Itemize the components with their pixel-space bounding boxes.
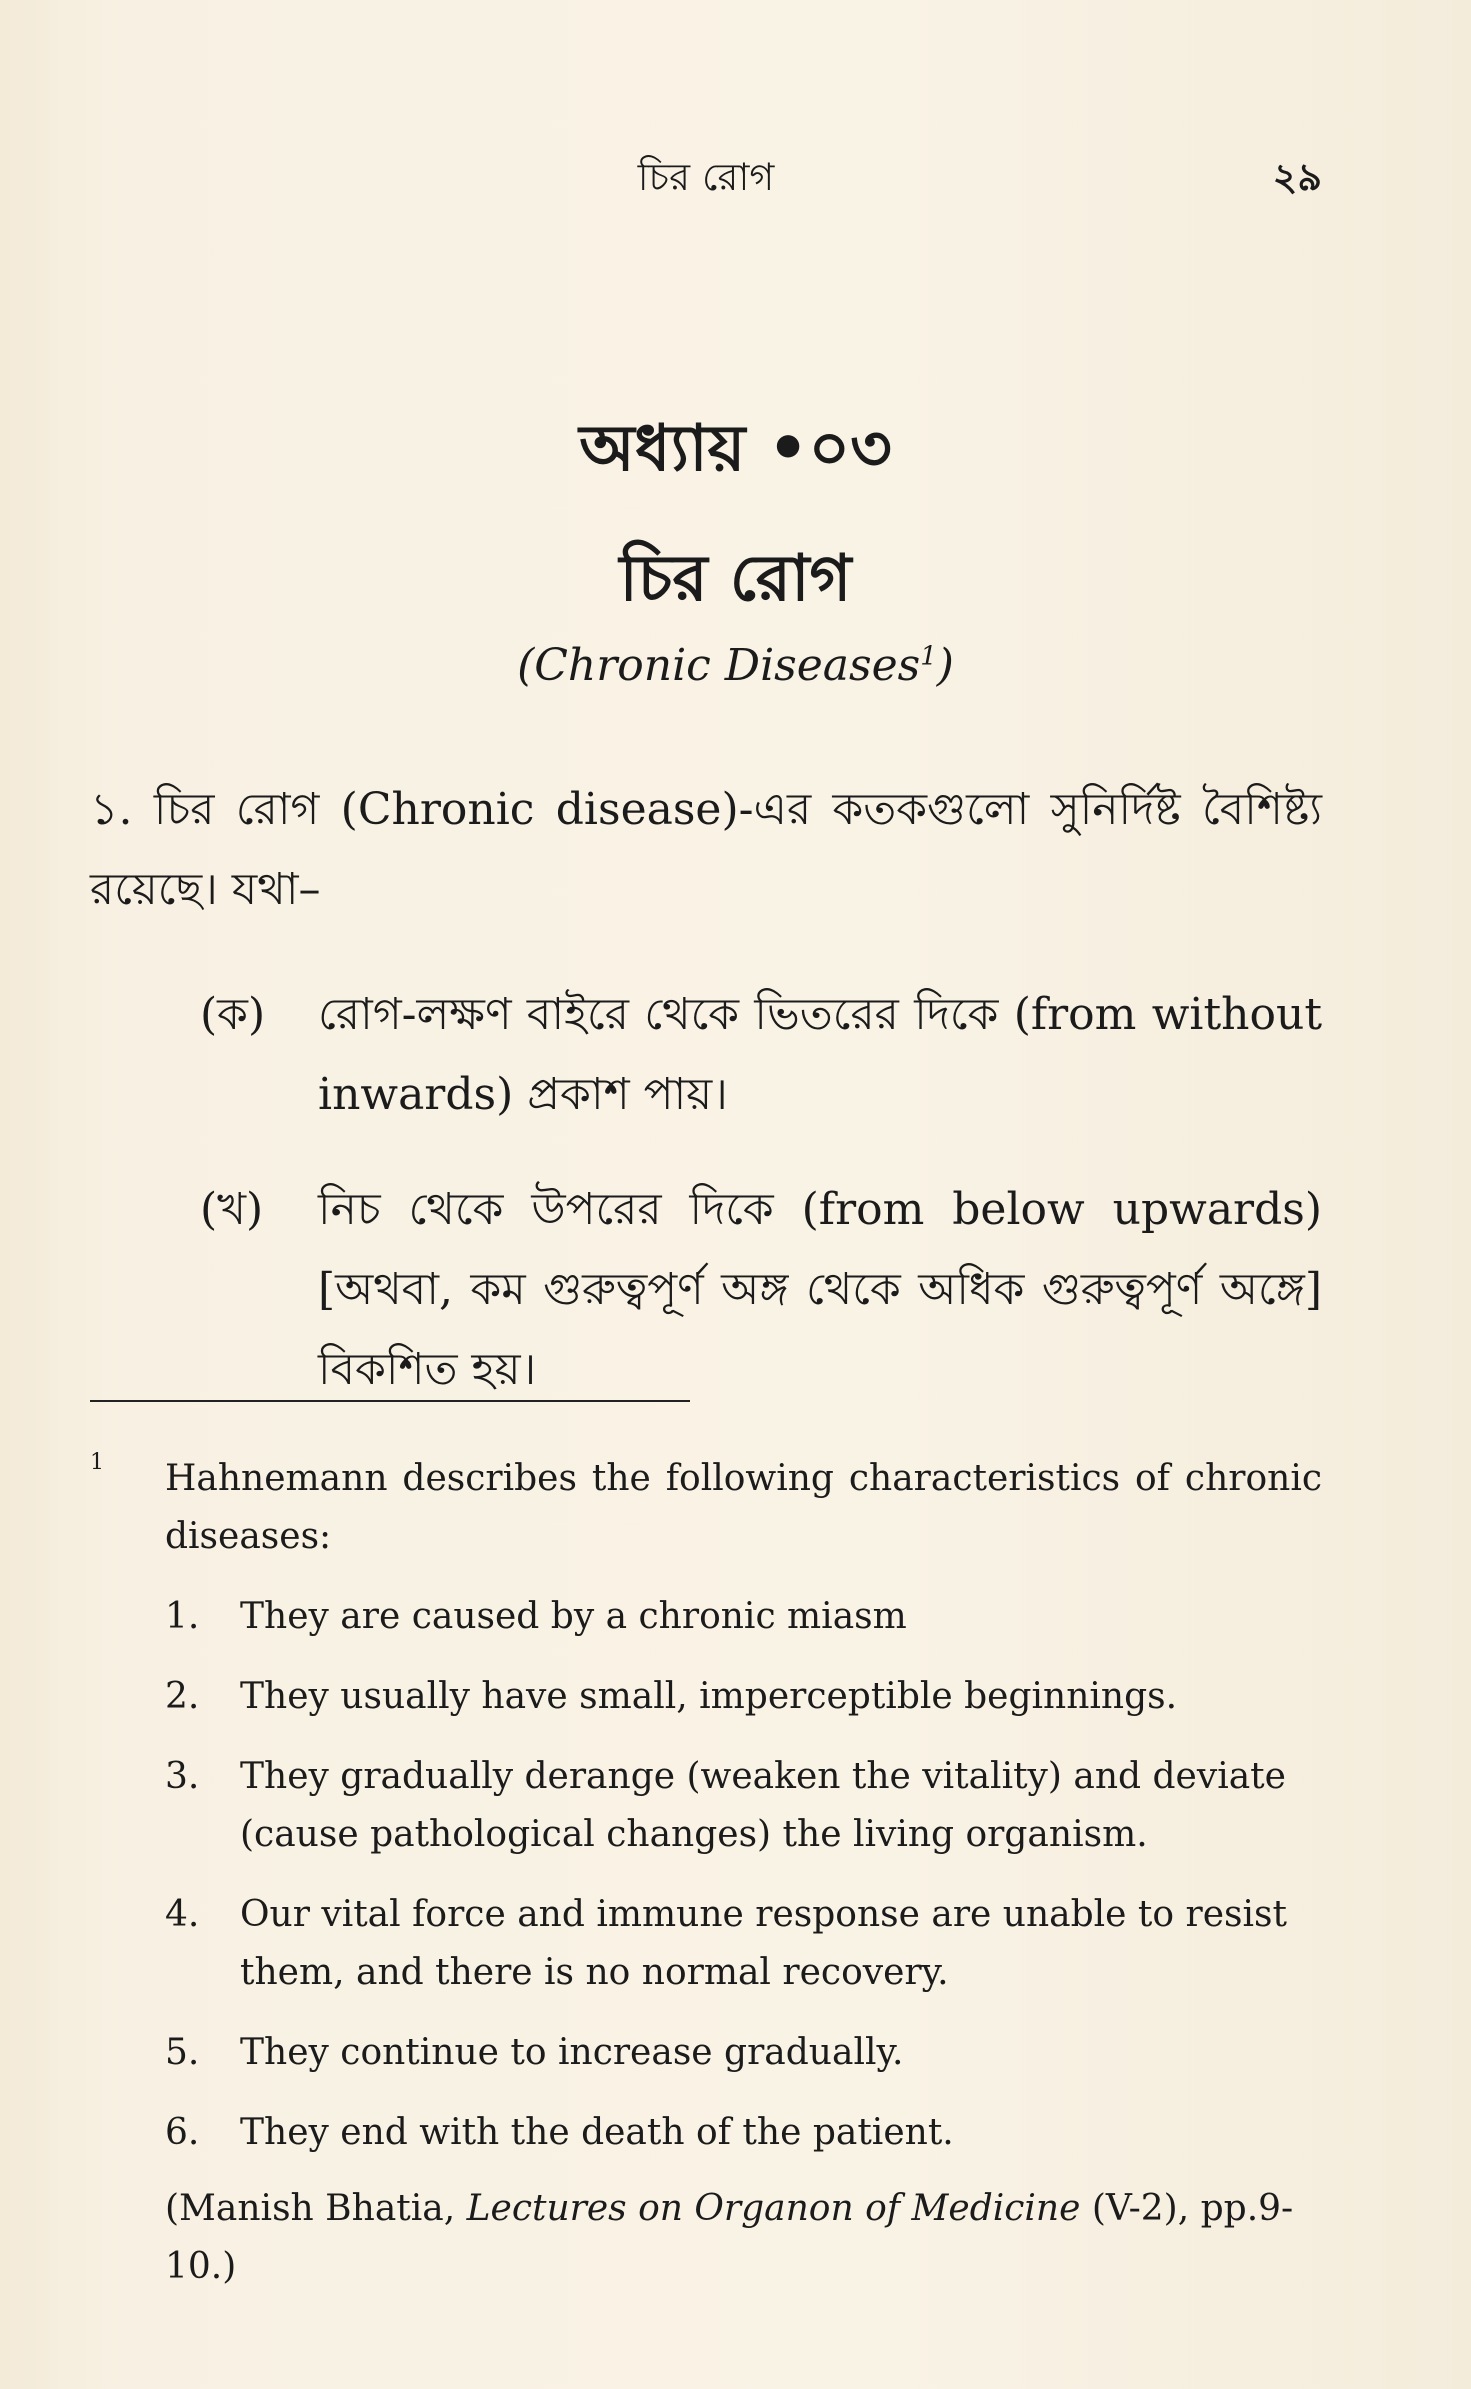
- list-item-text: They continue to increase gradually.: [240, 2032, 904, 2073]
- paragraph-1: ১. চির রোগ (Chronic disease)-এর কতকগুলো সুনির্দিষ্ট বৈশিষ্ট্য রয়েছে। যথা–: [90, 784, 1322, 915]
- list-item-number: 2.: [165, 1676, 200, 1717]
- list-item: [165, 2024, 1322, 2082]
- list-item: [165, 1588, 1322, 1646]
- list-item-ka: [200, 975, 1322, 1135]
- footnote-citation: [165, 2180, 1322, 2296]
- list-item-marker: (ক): [200, 989, 266, 1040]
- list-item-marker: (খ): [200, 1184, 264, 1235]
- page-header: [90, 140, 1322, 200]
- list-item-text: They end with the death of the patient.: [240, 2112, 954, 2153]
- list-item-text: Our vital force and immune response are unable to resist them, and there is no normal recovery.: [240, 1894, 1287, 1993]
- running-head: চির রোগ: [637, 155, 775, 199]
- footnote-divider: [90, 1400, 690, 1402]
- footnote-intro: Hahnemann describes the following characteristics of chronic diseases:: [165, 1458, 1322, 1557]
- footnote-list: [165, 1588, 1322, 2184]
- list-item-kha: [200, 1170, 1322, 1410]
- chapter-label: অধ্যায় •০৩: [579, 411, 892, 486]
- chapter-subtitle-text: (Chronic Diseases: [517, 640, 921, 691]
- list-item-number: 6.: [165, 2112, 200, 2153]
- chapter-subtitle-close: ): [936, 640, 954, 691]
- list-item-text: রোগ-লক্ষণ বাইরে থেকে ভিতরের দিকে (from without inwards) প্রকাশ পায়।: [318, 989, 1322, 1120]
- footnote-reference: 1: [920, 641, 937, 672]
- list-item: [165, 1668, 1322, 1726]
- list-item: [165, 1748, 1322, 1864]
- footnote-mark: 1: [90, 1450, 104, 1475]
- list-item: [165, 1886, 1322, 2002]
- list-item-text: নিচ থেকে উপরের দিকে (from below upwards) [অথবা, কম গুরুত্বপূর্ণ অঙ্গ থেকে অধিক গুরুত্বপূর্ণ অঙ্গে] বিকশিত হয়।: [318, 1184, 1322, 1395]
- page-number: ২৯: [1272, 154, 1322, 199]
- list-item-number: 4.: [165, 1894, 200, 1935]
- list-item-number: 1.: [165, 1596, 200, 1637]
- list-item-text: They gradually derange (weaken the vitality) and deviate (cause pathological changes) the living organism.: [240, 1756, 1286, 1855]
- list-item-text: They are caused by a chronic miasm: [240, 1596, 907, 1637]
- citation-prefix: (Manish Bhatia,: [165, 2188, 467, 2229]
- list-item-text: They usually have small, imperceptible beginnings.: [240, 1676, 1178, 1717]
- list-item-number: 3.: [165, 1756, 200, 1797]
- list-item: [165, 2104, 1322, 2162]
- citation-suffix: (V-2), pp.9-10.): [165, 2188, 1294, 2287]
- citation-title: Lectures on Organon of Medicine: [466, 2188, 1081, 2229]
- chapter-subtitle: [0, 640, 1471, 691]
- chapter-title: চির রোগ: [619, 541, 852, 616]
- list-item-number: 5.: [165, 2032, 200, 2073]
